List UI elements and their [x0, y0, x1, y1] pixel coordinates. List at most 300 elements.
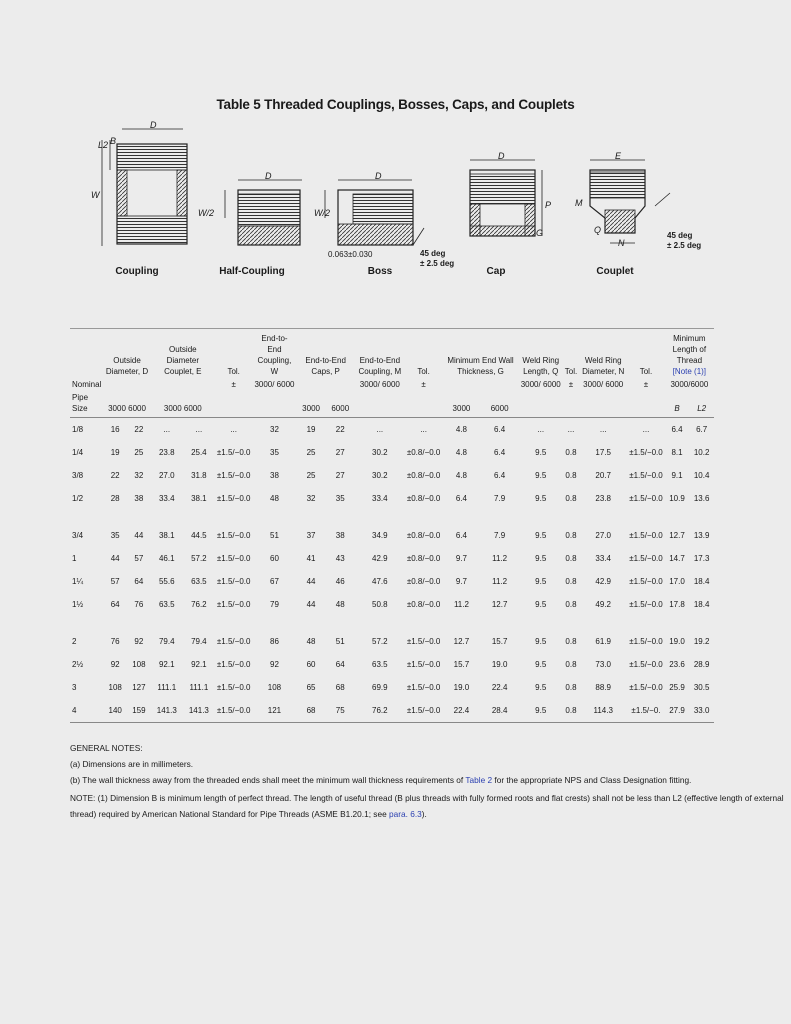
- cell-w: 79: [270, 600, 279, 609]
- dim-l2-label: L2: [98, 140, 109, 150]
- cell-p3: 65: [306, 683, 316, 692]
- boss-note-angle-tol: ± 2.5 deg: [420, 259, 455, 268]
- cell-g3: 6.4: [455, 494, 467, 503]
- dim-m-label: M: [575, 198, 583, 208]
- header-eep-6000: 6000: [331, 404, 350, 413]
- cell-d6: 57: [134, 554, 144, 563]
- cell-e6: 92.1: [191, 660, 207, 669]
- cell-qtol: 0.8: [565, 448, 577, 457]
- header-wall-6000: 6000: [490, 404, 509, 413]
- notes-section: [70, 740, 784, 822]
- cell-m: 57.2: [372, 637, 388, 646]
- header-eep-3000: 3000: [302, 404, 320, 413]
- cell-n: 114.3: [593, 706, 613, 715]
- cell-p3: 44: [306, 600, 316, 609]
- header-b: B: [674, 404, 680, 413]
- cell-n: 88.9: [595, 683, 611, 692]
- cell-mtol: ±0.8/−0.0: [406, 554, 441, 563]
- cell-q: 9.5: [535, 531, 547, 540]
- header-odc-sub: 3000 6000: [163, 404, 202, 413]
- cell-q: 9.5: [535, 637, 547, 646]
- cell-p3: 48: [306, 637, 316, 646]
- cell-d3: 19: [110, 448, 120, 457]
- spacer-cell: [70, 616, 714, 630]
- cell-q: 9.5: [535, 706, 547, 715]
- cell-m: 47.6: [372, 577, 388, 586]
- cell-g6: 6.4: [494, 425, 506, 434]
- note-1-line2-pre: thread) required by American National Standard for Pipe Threads (ASME B1.20.1; see: [70, 809, 389, 819]
- cell-d3: 108: [108, 683, 122, 692]
- cell-qtol: 0.8: [565, 706, 577, 715]
- cell-e3: 141.3: [156, 706, 177, 715]
- cell-g3: 11.2: [453, 600, 469, 609]
- header-eem: End-to-End Coupling, M: [358, 356, 402, 376]
- cap-drawing: [470, 160, 542, 236]
- header-tol2-pm: ±: [421, 380, 426, 389]
- cell-g6: 15.7: [491, 637, 508, 646]
- cell-g3: 6.4: [455, 531, 467, 540]
- table-row: [70, 570, 714, 593]
- table-row: [70, 630, 714, 653]
- cell-l2: 30.5: [693, 683, 710, 692]
- cell-b: 17.8: [669, 600, 685, 609]
- cell-ntol: ±1.5/−0.0: [629, 600, 663, 609]
- cell-qtol: 0.8: [565, 600, 577, 609]
- cell-e6: 57.2: [191, 554, 207, 563]
- cell-w: 60: [270, 554, 279, 563]
- cell-etol: ±1.5/−0.0: [216, 494, 251, 503]
- cell-q: 9.5: [535, 600, 547, 609]
- cell-m: 76.2: [372, 706, 388, 715]
- cell-size: 2½: [72, 660, 84, 669]
- cell-b: 23.6: [669, 660, 685, 669]
- cell-m: 50.8: [372, 600, 388, 609]
- cell-p6: 35: [335, 494, 345, 503]
- cell-q: 9.5: [535, 448, 547, 457]
- cell-qtol: 0.8: [565, 637, 577, 646]
- cell-n: 61.9: [595, 637, 611, 646]
- cell-b: 12.7: [669, 531, 685, 540]
- cell-ntol: ±1.5/−0.0: [629, 637, 663, 646]
- cell-etol: ±1.5/−0.0: [216, 448, 251, 457]
- cell-w: 86: [270, 637, 279, 646]
- cell-l2: 6.7: [696, 425, 708, 434]
- cell-p3: 37: [306, 531, 316, 540]
- table-row: [70, 464, 714, 487]
- label-boss: Boss: [367, 266, 393, 277]
- table-row: [70, 418, 714, 442]
- cell-etol: ±1.5/−0.0: [216, 531, 251, 540]
- cell-ntol: ...: [642, 425, 650, 434]
- dim-w2-label: W/2: [198, 208, 215, 218]
- table-2-link[interactable]: Table 2: [465, 775, 493, 785]
- table-row: [70, 699, 714, 723]
- cell-m: 33.4: [372, 494, 388, 503]
- cell-p3: 25: [306, 471, 316, 480]
- general-notes-heading: GENERAL NOTES:: [70, 743, 143, 753]
- cell-p3: 25: [306, 448, 316, 457]
- dim-q-label: Q: [594, 225, 602, 235]
- cell-q: 9.5: [535, 554, 547, 563]
- cell-l2: 18.4: [693, 600, 710, 609]
- cell-n: 73.0: [595, 660, 611, 669]
- cell-q: 9.5: [535, 494, 547, 503]
- cell-p6: 22: [335, 425, 345, 434]
- cell-d6: 127: [132, 683, 146, 692]
- cell-etol: ±1.5/−0.0: [216, 683, 251, 692]
- cell-b: 14.7: [669, 554, 685, 563]
- cell-mtol: ±0.8/−0.0: [406, 531, 441, 540]
- cell-qtol: 0.8: [565, 494, 577, 503]
- note-1-line2: [70, 806, 720, 822]
- cell-d3: 92: [110, 660, 120, 669]
- cell-e6: 141.3: [188, 706, 209, 715]
- dim-p-label: P: [545, 200, 552, 210]
- cell-p6: 75: [335, 706, 345, 715]
- cell-b: 17.0: [669, 577, 685, 586]
- cell-mtol: ±0.8/−0.0: [406, 494, 441, 503]
- cell-e6: 111.1: [189, 683, 209, 692]
- cell-p3: 44: [306, 577, 316, 586]
- cell-l2: 19.2: [693, 637, 710, 646]
- cell-p3: 19: [306, 425, 316, 434]
- header-od-sub: 3000 6000: [108, 404, 146, 413]
- cell-d6: 22: [134, 425, 144, 434]
- cell-d6: 76: [134, 600, 144, 609]
- cell-p6: 46: [335, 577, 345, 586]
- cell-size: 1/2: [72, 494, 84, 503]
- cell-e6: 76.2: [191, 600, 207, 609]
- cell-e6: 44.5: [191, 531, 207, 540]
- cell-e3: 46.1: [158, 554, 175, 563]
- cell-b: 25.9: [669, 683, 685, 692]
- cell-size: 1: [72, 554, 77, 563]
- cell-p6: 27: [335, 471, 345, 480]
- header-pipe: Pipe: [72, 393, 89, 402]
- dim-d-label: D: [150, 120, 157, 130]
- cell-g6: 11.2: [492, 577, 508, 586]
- cell-b: 10.9: [669, 494, 685, 503]
- cell-e6: 25.4: [191, 448, 207, 457]
- cell-b: 9.1: [671, 471, 683, 480]
- cell-etol: ±1.5/−0.0: [216, 471, 251, 480]
- header-eew-sub: 3000/ 6000: [254, 380, 295, 389]
- cell-g6: 12.7: [491, 600, 508, 609]
- header-eem-sub: 3000/ 6000: [359, 380, 400, 389]
- cell-qtol: 0.8: [565, 577, 577, 586]
- cell-w: 121: [267, 706, 282, 715]
- cell-d3: 140: [108, 706, 122, 715]
- label-half-coupling: Half-Coupling: [219, 266, 285, 277]
- cell-w: 38: [270, 471, 279, 480]
- cell-n: 33.4: [595, 554, 611, 563]
- header-wall: Minimum End Wall Thickness, G: [447, 356, 514, 376]
- cell-mtol: ±0.8/−0.0: [406, 471, 441, 480]
- header-minlen-text: Minimum Length of Thread: [672, 334, 707, 365]
- cell-e3: 23.8: [158, 448, 175, 457]
- cell-q: ...: [537, 425, 545, 434]
- label-cap: Cap: [486, 266, 506, 277]
- cell-p6: 43: [335, 554, 345, 563]
- cell-etol: ±1.5/−0.0: [216, 554, 251, 563]
- table-row: [70, 441, 714, 464]
- cell-qtol: 0.8: [565, 683, 577, 692]
- cell-size: 4: [72, 706, 77, 715]
- cell-g3: 19.0: [453, 683, 470, 692]
- header-pipe-size: [70, 392, 103, 418]
- table-title: Table 5 Threaded Couplings, Bosses, Caps, and Couplets: [216, 97, 575, 112]
- cell-etol: ±1.5/−0.0: [216, 660, 251, 669]
- cell-n: 27.0: [595, 531, 611, 540]
- cell-d6: 25: [134, 448, 144, 457]
- dim-d-label-cap: D: [498, 151, 505, 161]
- cell-g6: 11.2: [492, 554, 508, 563]
- cell-b: 27.9: [669, 706, 685, 715]
- header-tol: Tol.: [227, 367, 240, 376]
- cell-w: 35: [270, 448, 279, 457]
- cell-w: 92: [270, 660, 279, 669]
- cell-w: 32: [270, 425, 279, 434]
- cell-g6: 28.4: [491, 706, 508, 715]
- row-spacer: [70, 510, 714, 524]
- cell-p6: 68: [335, 683, 345, 692]
- header-weldn: Weld Ring Diameter, N: [582, 356, 625, 376]
- cell-ntol: ±1.5/−0.0: [629, 531, 663, 540]
- cell-d3: 16: [110, 425, 120, 434]
- cell-l2: 17.3: [693, 554, 710, 563]
- table-row: [70, 593, 714, 616]
- cell-size: 1¼: [72, 577, 84, 586]
- cell-d3: 64: [110, 600, 120, 609]
- cell-g6: 6.4: [494, 471, 506, 480]
- cell-e6: ...: [195, 425, 203, 434]
- note-b-post: for the appropriate NPS and Class Designation fitting.: [492, 775, 692, 785]
- note-1-line2-post: ).: [421, 809, 427, 819]
- cell-size: 3: [72, 683, 77, 692]
- cell-mtol: ±1.5/−0.0: [406, 660, 441, 669]
- header-weldn-sub: 3000/ 6000: [583, 380, 624, 389]
- cell-ntol: ±1.5/−0.0: [629, 683, 663, 692]
- cell-n: 42.9: [595, 577, 611, 586]
- cell-p3: 60: [306, 660, 316, 669]
- cell-q: 9.5: [535, 683, 547, 692]
- cell-d6: 159: [132, 706, 146, 715]
- cell-p6: 48: [335, 600, 345, 609]
- cell-g6: 7.9: [494, 494, 506, 503]
- cell-g3: 4.8: [455, 425, 467, 434]
- cell-size: 1/4: [72, 448, 84, 457]
- cell-size: 1½: [72, 600, 84, 609]
- dimensions-table: [70, 328, 714, 723]
- header-minlen-sub: 3000/6000: [670, 380, 709, 389]
- cell-n: 17.5: [595, 448, 611, 457]
- cell-d3: 35: [110, 531, 120, 540]
- cell-qtol: ...: [567, 425, 575, 434]
- cell-p6: 27: [335, 448, 345, 457]
- cell-etol: ±1.5/−0.0: [216, 637, 251, 646]
- fittings-figure: [70, 118, 720, 288]
- boss-drawing: [325, 180, 424, 245]
- cell-g3: 9.7: [455, 554, 467, 563]
- cell-e6: 79.4: [191, 637, 207, 646]
- cell-n: 23.8: [595, 494, 611, 503]
- cell-m: ...: [376, 425, 384, 434]
- cell-p6: 64: [335, 660, 345, 669]
- cell-p3: 32: [306, 494, 316, 503]
- cell-g6: 6.4: [494, 448, 506, 457]
- cell-n: 20.7: [595, 471, 611, 480]
- cell-m: 69.9: [372, 683, 388, 692]
- cell-qtol: 0.8: [565, 471, 577, 480]
- cell-d3: 44: [110, 554, 120, 563]
- cell-ntol: ±1.5/−0.0: [629, 494, 663, 503]
- cell-ntol: ±1.5/−0.0: [629, 554, 663, 563]
- cell-w: 48: [270, 494, 279, 503]
- cell-e3: 55.6: [158, 577, 175, 586]
- cell-size: 2: [72, 637, 77, 646]
- cell-g3: 9.7: [455, 577, 467, 586]
- cell-l2: 13.6: [693, 494, 710, 503]
- cell-ntol: ±1.5/−0.0: [629, 577, 663, 586]
- para-6-3-link[interactable]: para. 6.3: [389, 809, 422, 819]
- cell-q: 9.5: [535, 577, 547, 586]
- couplet-drawing: [590, 160, 670, 243]
- dim-n-label: N: [618, 238, 625, 248]
- header-tol4: Tol.: [639, 367, 653, 376]
- dim-b-label: B: [110, 136, 117, 146]
- cell-etol: ±1.5/−0.0: [216, 706, 251, 715]
- cell-p6: 51: [335, 637, 345, 646]
- header-minlen: [665, 329, 714, 380]
- header-od: Outside Diameter, D: [105, 356, 149, 376]
- dim-w2-label-boss: W/2: [314, 208, 331, 218]
- couplet-note-angle: 45 deg: [667, 231, 693, 240]
- cell-etol: ...: [230, 425, 237, 434]
- cell-d3: 22: [110, 471, 120, 480]
- header-wall-3000: 3000: [452, 404, 471, 413]
- cell-m: 63.5: [372, 660, 388, 669]
- label-couplet: Couplet: [596, 266, 634, 277]
- cell-g6: 22.4: [491, 683, 508, 692]
- cell-d6: 38: [134, 494, 144, 503]
- cell-p3: 68: [306, 706, 316, 715]
- cell-g6: 19.0: [491, 660, 508, 669]
- dim-d-label-boss: D: [375, 171, 382, 181]
- cell-l2: 13.9: [693, 531, 710, 540]
- cell-l2: 28.9: [693, 660, 710, 669]
- cell-q: 9.5: [535, 471, 547, 480]
- fittings-drawing: [70, 118, 720, 288]
- note-1-line1: NOTE: (1) Dimension B is minimum length of perfect thread. The length of useful thread (B plus threads with fully formed roots and flat crests) shall not be less than L2 (effective length of external: [70, 793, 784, 803]
- cell-e3: 92.1: [158, 660, 175, 669]
- header-weldq-sub: 3000/ 6000: [520, 380, 561, 389]
- cell-e6: 38.1: [191, 494, 207, 503]
- note-1-link[interactable]: [Note (1)]: [672, 367, 707, 376]
- header-size: Size: [72, 404, 88, 413]
- header-tol4-pm: ±: [643, 380, 649, 389]
- header-odc: Outside Diameter Couplet, E: [164, 345, 202, 376]
- label-coupling: Coupling: [115, 266, 159, 277]
- cell-p6: 38: [335, 531, 345, 540]
- cell-size: 3/8: [72, 471, 84, 480]
- cell-d6: 108: [132, 660, 146, 669]
- cell-d3: 76: [110, 637, 120, 646]
- header-tol3-pm: ±: [568, 380, 574, 389]
- cell-ntol: ±1.5/−0.0: [629, 660, 663, 669]
- cell-ntol: ±1.5/−0.: [631, 706, 661, 715]
- cell-mtol: ±0.8/−0.0: [406, 600, 441, 609]
- cell-l2: 10.2: [693, 448, 710, 457]
- cell-w: 108: [267, 683, 282, 692]
- note-b: [70, 772, 720, 788]
- cell-d3: 28: [110, 494, 120, 503]
- cell-g3: 22.4: [453, 706, 470, 715]
- cell-m: 34.9: [372, 531, 388, 540]
- cell-d3: 57: [110, 577, 120, 586]
- table-row: [70, 487, 714, 510]
- cell-n: 49.2: [595, 600, 611, 609]
- cell-e3: 111.1: [157, 683, 177, 692]
- couplet-note-angle-tol: ± 2.5 deg: [667, 241, 702, 250]
- cell-e3: 33.4: [158, 494, 175, 503]
- cell-q: 9.5: [535, 660, 547, 669]
- cell-b: 8.1: [671, 448, 683, 457]
- cell-qtol: 0.8: [565, 554, 577, 563]
- table-row: [70, 524, 714, 547]
- cell-e6: 63.5: [191, 577, 207, 586]
- cell-size: 1/8: [72, 425, 84, 434]
- cell-d6: 32: [134, 471, 144, 480]
- cell-g6: 7.9: [494, 531, 506, 540]
- cell-b: 6.4: [671, 425, 683, 434]
- boss-note-angle: 45 deg: [420, 249, 446, 258]
- table-row: [70, 676, 714, 699]
- header-weldq: Weld Ring Length, Q: [522, 356, 560, 376]
- cell-p3: 41: [306, 554, 316, 563]
- cell-etol: ±1.5/−0.0: [216, 600, 251, 609]
- cell-e6: 31.8: [191, 471, 207, 480]
- cell-w: 67: [270, 577, 279, 586]
- cell-g3: 15.7: [453, 660, 470, 669]
- header-tol3: Tol.: [564, 367, 578, 376]
- cell-d6: 44: [134, 531, 144, 540]
- cell-size: 3/4: [72, 531, 84, 540]
- half-coupling-drawing: [225, 180, 302, 245]
- dim-e-label: E: [615, 151, 622, 161]
- header-l2: L2: [697, 404, 707, 413]
- cell-qtol: 0.8: [565, 660, 577, 669]
- cell-d6: 92: [134, 637, 144, 646]
- table-row: [70, 653, 714, 676]
- table-row: [70, 547, 714, 570]
- cell-g3: 4.8: [455, 448, 467, 457]
- cell-mtol: ±1.5/−0.0: [406, 637, 441, 646]
- cell-e3: 27.0: [158, 471, 175, 480]
- cell-mtol: ±1.5/−0.0: [406, 706, 441, 715]
- note-b-pre: (b) The wall thickness away from the threaded ends shall meet the minimum wall thickness requirements of: [70, 775, 466, 785]
- spacer-cell: [70, 510, 714, 524]
- header-eep: End-to-End Caps, P: [305, 356, 346, 376]
- table-body: [70, 418, 714, 723]
- cell-b: 19.0: [669, 637, 685, 646]
- cell-qtol: 0.8: [565, 531, 577, 540]
- cell-etol: ±1.5/−0.0: [216, 577, 251, 586]
- cell-e3: 38.1: [158, 531, 175, 540]
- cell-mtol: ±0.8/−0.0: [406, 577, 441, 586]
- cell-d6: 64: [134, 577, 144, 586]
- note-a: (a) Dimensions are in millimeters.: [70, 759, 194, 769]
- header-tol2: Tol.: [417, 367, 430, 376]
